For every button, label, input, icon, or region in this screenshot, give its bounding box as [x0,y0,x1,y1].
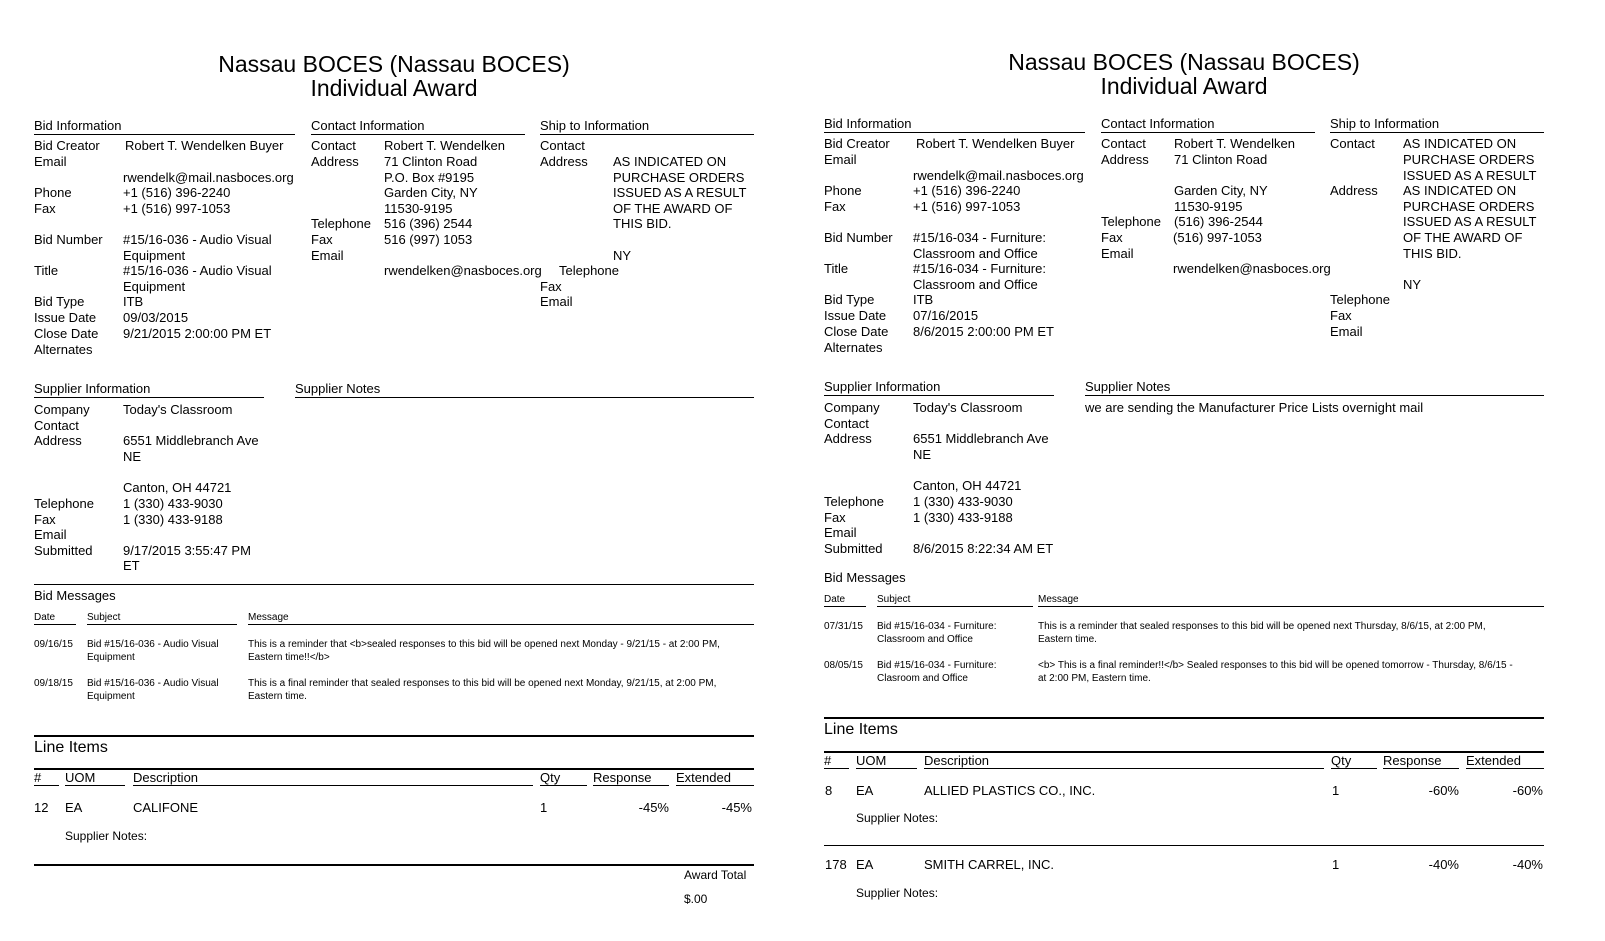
li-extended-col: Extended [1466,753,1521,768]
contact-telephone-label: Telephone [311,216,371,231]
msg-date: 08/05/15 [824,660,863,671]
li-uom: EA [856,857,874,872]
contact-value: Robert T. Wendelken [1174,136,1295,151]
issue-date-label: Issue Date [34,310,97,325]
msg-text: This is a reminder that sealed responses to this bid will be opened next Thursday, 8/6/15, at 2:00 PM, [1038,621,1486,632]
contact-email-label: Email [1101,246,1134,261]
bid-type-value: ITB [123,294,144,309]
supplier-address-1: 6551 Middlebranch Ave [123,433,259,448]
supplier-address-3: Canton, OH 44721 [913,478,1022,493]
title-value: #15/16-034 - Furniture: [913,261,1046,276]
supplier-telephone-label: Telephone [824,494,884,509]
msg-text: This is a final reminder that sealed responses to this bid will be opened next Monday, 9/21/15, at 2:00 PM, [248,678,717,689]
bid-creator-label: Bid Creator [34,138,100,153]
msg-text-2: Eastern time. [1038,634,1097,645]
contact-info-heading: Contact Information [1101,116,1215,131]
close-date-label: Close Date [34,326,99,341]
msg-text-2: at 2:00 PM, Eastern time. [1038,673,1151,684]
ship-fax-label: Fax [1330,308,1352,323]
bid-creator-label: Bid Creator [824,136,890,151]
li-qty: 1 [1332,857,1340,872]
left-award-page [0,0,780,941]
company-label: Company [34,402,90,417]
msg-subject-2: Equipment [87,691,135,702]
bid-info-heading: Bid Information [824,116,912,131]
bid-number-value-2: Equipment [123,248,186,263]
page-title: Nassau BOCES (Nassau BOCES) [218,51,570,77]
ship-state: NY [613,248,632,263]
contact-address-1: 71 Clinton Road [1174,152,1268,167]
bid-number-value: #15/16-036 - Audio Visual [123,232,272,247]
supplier-address-2: NE [123,449,142,464]
msg-text-2: Eastern time!!</b> [248,652,330,663]
email-label: Email [34,154,67,169]
msg-subject: Bid #15/16-036 - Audio Visual [87,639,219,650]
msg-subject: Bid #15/16-034 - Furniture: [877,660,997,671]
email-value: rwendelk@mail.nasboces.org [123,170,294,185]
submitted-label: Submitted [824,541,883,556]
li-response-col: Response [1383,753,1442,768]
bid-info-heading: Bid Information [34,118,122,133]
li-extended: -45% [721,800,752,815]
msg-message-col: Message [1038,594,1079,605]
alternates-label: Alternates [34,342,93,357]
ship-contact-3: ISSUED AS A RESULT [1403,168,1537,183]
contact-fax-value: (516) 997-1053 [1173,230,1262,245]
bid-messages-heading: Bid Messages [34,588,116,603]
msg-subject: Bid #15/16-036 - Audio Visual [87,678,219,689]
bid-type-label: Bid Type [34,294,85,309]
li-qty: 1 [1332,783,1340,798]
li-desc: CALIFONE [133,800,199,815]
line-items-heading: Line Items [34,739,108,756]
bid-messages-heading: Bid Messages [824,570,906,585]
award-total-label: Award Total [684,868,747,882]
supplier-email-label: Email [824,525,857,540]
supplier-address-label: Address [34,433,82,448]
msg-subject: Bid #15/16-034 - Furniture: [877,621,997,632]
li-desc: SMITH CARREL, INC. [924,857,1055,872]
supplier-fax-value: 1 (330) 433-9188 [913,510,1013,525]
page-subtitle: Individual Award [310,75,478,101]
contact-telephone-value: 516 (396) 2544 [384,216,473,231]
ship-contact-label: Contact [1330,136,1375,151]
li-extended: -40% [1512,857,1543,872]
submitted-label: Submitted [34,543,93,558]
supplier-telephone-value: 1 (330) 433-9030 [913,494,1013,509]
ship-address-3: ISSUED AS A RESULT [613,185,747,200]
li-qty: 1 [540,800,548,815]
contact-info-heading: Contact Information [311,118,425,133]
company-value: Today's Classroom [123,402,233,417]
msg-text-2: Eastern time. [248,691,307,702]
contact-address-4: 11530-9195 [384,201,453,216]
supplier-fax-label: Fax [34,512,56,527]
phone-label: Phone [824,183,862,198]
close-date-value: 8/6/2015 2:00:00 PM ET [913,324,1054,339]
issue-date-label: Issue Date [824,308,887,323]
ship-telephone-label: Telephone [1330,292,1390,307]
contact-label: Contact [1101,136,1146,151]
ship-state: NY [1403,277,1422,292]
li-response: -40% [1428,857,1459,872]
supplier-address-2: NE [913,447,932,462]
msg-date-col: Date [34,612,56,623]
issue-date-value: 09/03/2015 [123,310,189,325]
contact-address-label: Address [311,154,359,169]
ship-info-heading: Ship to Information [1330,116,1440,131]
ship-contact-2: PURCHASE ORDERS [1403,152,1535,167]
supplier-fax-value: 1 (330) 433-9188 [123,512,223,527]
ship-fax-label: Fax [540,279,562,294]
phone-label: Phone [34,185,72,200]
msg-message-col: Message [248,612,289,623]
contact-fax-value: 516 (997) 1053 [384,232,473,247]
ship-address-2: PURCHASE ORDERS [613,170,745,185]
submitted-value: 8/6/2015 8:22:34 AM ET [913,541,1054,556]
li-desc-col: Description [133,770,199,785]
ship-email-label: Email [540,294,573,309]
supplier-address-label: Address [824,431,872,446]
ship-email-label: Email [1330,324,1363,339]
page-subtitle: Individual Award [1100,73,1268,99]
ship-address-1: AS INDICATED ON [1403,183,1517,198]
supplier-notes-text: we are sending the Manufacturer Price Lists overnight mail [1085,400,1424,415]
fax-value: +1 (516) 997-1053 [123,201,231,216]
title-label: Title [34,263,59,278]
email-value: rwendelk@mail.nasboces.org [913,168,1084,183]
msg-text: This is a reminder that <b>sealed responses to this bid will be opened next Monday - 9/21/15 - at 2:00 PM, [248,639,720,650]
contact-address-label: Address [1101,152,1149,167]
submitted-value: 9/17/2015 3:55:47 PM [123,543,251,558]
li-num: 178 [825,857,847,872]
right-award-page [790,0,1570,941]
li-num: 12 [34,800,49,815]
ship-address-4: OF THE AWARD OF [613,201,733,216]
li-extended-col: Extended [676,770,731,785]
ship-address-5: THIS BID. [1403,246,1462,261]
supplier-notes-heading: Supplier Notes [1085,379,1171,394]
bid-type-value: ITB [913,292,934,307]
contact-telephone-label: Telephone [1101,214,1161,229]
fax-value: +1 (516) 997-1053 [913,199,1021,214]
supplier-info-heading: Supplier Information [34,381,151,396]
ship-address-5: THIS BID. [613,216,672,231]
li-supplier-notes-label: Supplier Notes: [856,811,939,825]
li-num-col: # [824,753,832,768]
contact-fax-label: Fax [1101,230,1123,245]
submitted-value-2: ET [123,558,140,573]
msg-subject-2: Equipment [87,652,135,663]
bid-number-value-2: Classroom and Office [913,246,1038,261]
ship-address-2: PURCHASE ORDERS [1403,199,1535,214]
issue-date-value: 07/16/2015 [913,308,979,323]
msg-subject-2: Classroom and Office [877,634,973,645]
contact-email-value: rwendelken@nasboces.org [1173,261,1331,276]
supplier-telephone-label: Telephone [34,496,94,511]
ship-contact-1: AS INDICATED ON [1403,136,1517,151]
contact-email-label: Email [311,248,344,263]
fax-label: Fax [824,199,846,214]
ship-info-heading: Ship to Information [540,118,650,133]
title-value-2: Classroom and Office [913,277,1038,292]
contact-address-4: 11530-9195 [1174,199,1243,214]
title-label: Title [824,261,849,276]
award-total-value: $.00 [684,892,708,906]
msg-subject-2: Clasroom and Office [877,673,968,684]
title-value: #15/16-036 - Audio Visual [123,263,272,278]
close-date-value: 9/21/2015 2:00:00 PM ET [123,326,272,341]
contact-address-1: 71 Clinton Road [384,154,478,169]
company-value: Today's Classroom [913,400,1023,415]
contact-address-3: Garden City, NY [384,185,478,200]
msg-subject-col: Subject [87,612,121,623]
li-num-col: # [34,770,42,785]
phone-value: +1 (516) 396-2240 [123,185,231,200]
contact-fax-label: Fax [311,232,333,247]
supplier-fax-label: Fax [824,510,846,525]
fax-label: Fax [34,201,56,216]
li-uom: EA [65,800,83,815]
li-uom-col: UOM [65,770,96,785]
msg-date-col: Date [824,594,846,605]
msg-text: <b> This is a final reminder!!</b> Sealed responses to this bid will be opened tomorrow - Thursday, 8/6/15 - [1038,660,1513,671]
li-qty-col: Qty [540,770,561,785]
bid-type-label: Bid Type [824,292,875,307]
ship-address-3: ISSUED AS A RESULT [1403,214,1537,229]
bid-creator-value: Robert T. Wendelken Buyer [125,138,284,153]
supplier-contact-label: Contact [34,418,79,433]
li-num: 8 [825,783,833,798]
ship-address-label: Address [1330,183,1378,198]
msg-date: 07/31/15 [824,621,863,632]
ship-address-label: Address [540,154,588,169]
supplier-notes-heading: Supplier Notes [295,381,381,396]
li-response-col: Response [593,770,652,785]
ship-address-1: AS INDICATED ON [613,154,727,169]
li-response: -45% [638,800,669,815]
supplier-address-3: Canton, OH 44721 [123,480,232,495]
page-title: Nassau BOCES (Nassau BOCES) [1008,49,1360,75]
bid-creator-value: Robert T. Wendelken Buyer [916,136,1075,151]
contact-telephone-value: (516) 396-2544 [1174,214,1263,229]
ship-address-4: OF THE AWARD OF [1403,230,1523,245]
bid-number-label: Bid Number [34,232,103,247]
li-uom-col: UOM [856,753,887,768]
contact-address-2: P.O. Box #9195 [384,170,475,185]
title-value-2: Equipment [123,279,186,294]
phone-value: +1 (516) 396-2240 [913,183,1021,198]
alternates-label: Alternates [824,340,883,355]
msg-date: 09/16/15 [34,639,73,650]
contact-label: Contact [311,138,356,153]
li-uom: EA [856,783,874,798]
msg-subject-col: Subject [877,594,911,605]
line-items-heading: Line Items [824,721,898,738]
supplier-telephone-value: 1 (330) 433-9030 [123,496,223,511]
li-desc-col: Description [924,753,990,768]
company-label: Company [824,400,880,415]
supplier-address-1: 6551 Middlebranch Ave [913,431,1049,446]
bid-number-label: Bid Number [824,230,893,245]
li-supplier-notes-label: Supplier Notes: [65,829,148,843]
contact-address-3: Garden City, NY [1174,183,1268,198]
supplier-contact-label: Contact [824,416,869,431]
li-qty-col: Qty [1331,753,1352,768]
li-extended: -60% [1512,783,1543,798]
close-date-label: Close Date [824,324,889,339]
email-label: Email [824,152,857,167]
li-supplier-notes-label: Supplier Notes: [856,886,939,900]
li-desc: ALLIED PLASTICS CO., INC. [924,783,1096,798]
ship-telephone-label: Telephone [559,263,619,278]
contact-value: Robert T. Wendelken [384,138,505,153]
ship-contact-label: Contact [540,138,585,153]
bid-number-value: #15/16-034 - Furniture: [913,230,1046,245]
li-response: -60% [1428,783,1459,798]
contact-email-value: rwendelken@nasboces.org [384,263,542,278]
supplier-info-heading: Supplier Information [824,379,941,394]
msg-date: 09/18/15 [34,678,73,689]
supplier-email-label: Email [34,527,67,542]
